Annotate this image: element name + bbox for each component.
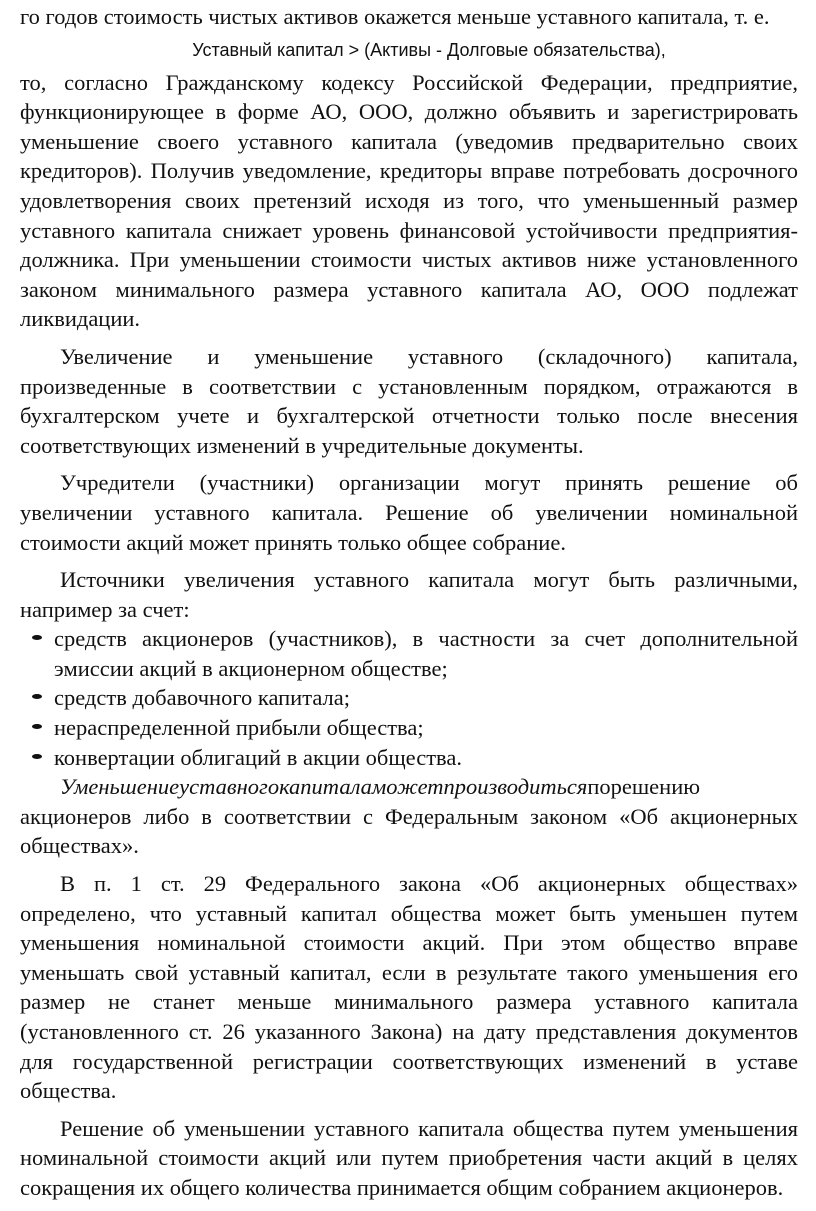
bullet-icon <box>32 754 42 759</box>
list-item <box>54 713 798 743</box>
bullet-icon <box>32 694 42 699</box>
list-item <box>54 743 798 773</box>
paragraph-3: Учредители (участники) организации могут принять решение об увеличении уставного капитала. Решение об увеличении номинальной стоимости акций может принять только общее собрание. <box>20 470 798 555</box>
list-item-text: средств добавочного капитала; <box>54 685 350 711</box>
list-item <box>54 683 798 713</box>
paragraph-6: В п. 1 ст. 29 Федерального закона «Об акционерных обществах» определено, что уставный капитал общества может быть уменьшен путем уменьшения номинальной стоимости акций. При этом общество вправе уменьшать свой уставный капитал, если в результате такого уменьшения его размер не станет меньше минимального размера уставного капитала (установленного ст. 26 указанного Закона) на дату представления документов для государственной регистрации соответствующих изменений в уставе общества. <box>20 871 798 1104</box>
document-page <box>20 2 798 1211</box>
list-item-text: средств акционеров (участников), в частности за счет дополнительной эмиссии акций в акционерном обществе; <box>54 626 798 681</box>
paragraph-5 <box>20 772 798 861</box>
bullet-icon <box>32 635 42 640</box>
list-item <box>54 624 798 683</box>
italic-lead-text: Уменьшениеуставногокапиталаможетпроизводиться <box>60 774 588 800</box>
paragraph-1: то, согласно Гражданскому кодексу Российской Федерации, предприятие, функционирующее в форме АО, ООО, должно объявить и зарегистрировать уменьшение своего уставного капитала (уведомив предварительно своих кредиторов). Получив уведомление, кредиторы вправе потребовать досрочного удовлетворения своих претензий исходя из того, что уменьшенный размер уставного капитала снижает уровень финансовой устойчивости предприятия-должника. При уменьшении стоимости чистых активов ниже установленного законом минимального размера уставного капитала АО, ООО подлежат ликвидации. <box>20 69 798 332</box>
list-item-text: конвертации облигаций в акции общества. <box>54 744 462 770</box>
paragraph-5-text: порешению акционеров либо в соответствии с Федеральным законом «Об акционерных обществах». <box>20 774 798 859</box>
list-item-text: нераспределенной прибыли общества; <box>54 715 424 741</box>
paragraph-2: Увеличение и уменьшение уставного (складочного) капитала, произведенные в соответствии с установленным порядком, отражаются в бухгалтерском учете и бухгалтерской отчетности только после внесения соответствующих изменений в учредительные документы. <box>20 343 798 458</box>
bullet-list <box>20 624 798 772</box>
paragraph-7: Решение об уменьшении уставного капитала общества путем уменьшения номинальной стоимости акций или путем приобретения части акций в целях сокращения их общего количества принимается общим собранием акционеров. <box>20 1115 798 1200</box>
paragraph-4: Источники увеличения уставного капитала могут быть различными, например за счет: <box>20 567 798 622</box>
bullet-icon <box>32 724 42 729</box>
paragraph-continuation: го годов стоимость чистых активов окажется меньше уставного капитала, т. е. <box>20 4 770 29</box>
formula-line: Уставный капитал > (Активы - Долговые обязательства), <box>192 39 666 60</box>
